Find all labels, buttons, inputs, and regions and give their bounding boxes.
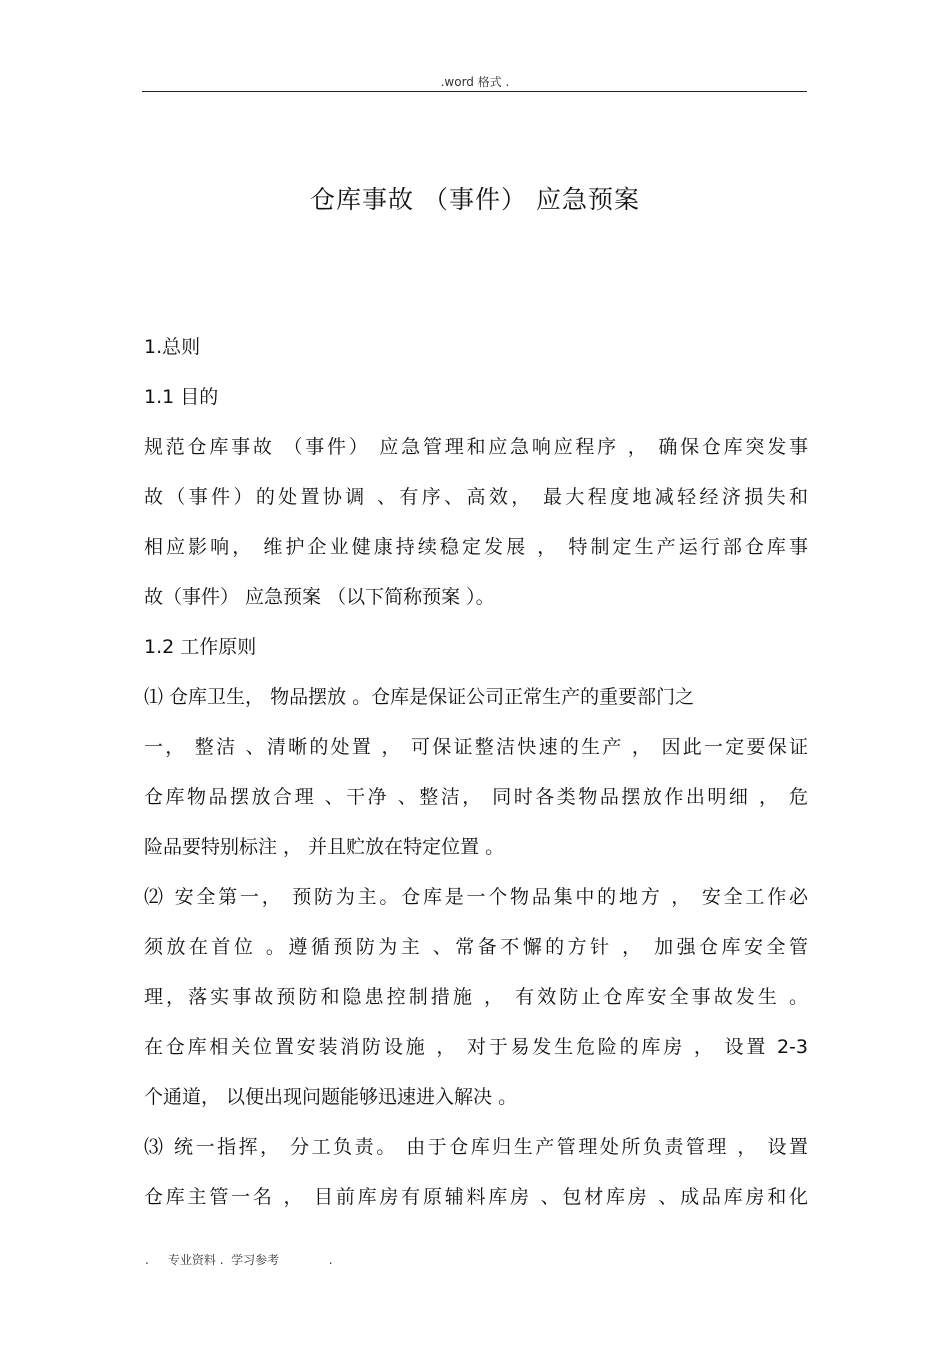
body-text-line: 相应影响， 维护企业健康持续稳定发展 ， 特制定生产运行部仓库事 — [144, 536, 808, 558]
body-text-line: 一， 整洁 、清晰的处置 ， 可保证整洁快速的生产 ， 因此一定要保证 — [144, 736, 808, 758]
body-text-line: 险品要特别标注 ， 并且贮放在特定位置 。 — [144, 836, 505, 858]
document-title: 仓库事故 （事件） 应急预案 — [310, 185, 640, 214]
body-text-line: 故（事件） 应急预案 （以下简称预案 ）。 — [144, 586, 495, 608]
body-text-line: 须放在首位 。遵循预防为主 、常备不懈的方针 ， 加强仓库安全管 — [144, 936, 808, 958]
body-text-line: 故（事件）的处置协调 、有序、高效， 最大程度地减轻经济损失和 — [144, 486, 808, 508]
body-text-line: 仓库物品摆放合理 、干净 、整洁， 同时各类物品摆放作出明细 ， 危 — [144, 786, 808, 808]
body-text-line: 仓库主管一名 ， 目前库房有原辅料库房 、包材库房 、成品库房和化 — [144, 1186, 808, 1208]
body-text-line: 规范仓库事故 （事件） 应急管理和应急响应程序 ， 确保仓库突发事 — [144, 436, 808, 458]
body-text-line: 个通道， 以便出现问题能够迅速进入解决 。 — [144, 1086, 518, 1108]
body-text-line: 1.总则 — [144, 336, 201, 358]
body-text-line: 在仓库相关位置安装消防设施 ， 对于易发生危险的库房 ， 设置 2-3 — [144, 1036, 808, 1058]
body-text-line: 1.2 工作原则 — [144, 636, 257, 658]
body-text-line: ⑴ 仓库卫生， 物品摆放 。仓库是保证公司正常生产的重要部门之 — [144, 686, 695, 708]
header-divider — [142, 91, 807, 92]
page-footer: . 专业资料 . 学习参考 . — [145, 1253, 333, 1267]
page-header: .word 格式 . — [440, 75, 510, 89]
body-text-line: ⑶ 统一指挥， 分工负责。 由于仓库归生产管理处所负责管理 ， 设置 — [144, 1136, 808, 1158]
body-text-line: 1.1 目的 — [144, 386, 219, 408]
body-text-line: ⑵ 安全第一， 预防为主。仓库是一个物品集中的地方 ， 安全工作必 — [144, 886, 808, 908]
body-text-line: 理，落实事故预防和隐患控制措施 ， 有效防止仓库安全事故发生 。 — [144, 986, 808, 1008]
document-body — [144, 322, 808, 1222]
